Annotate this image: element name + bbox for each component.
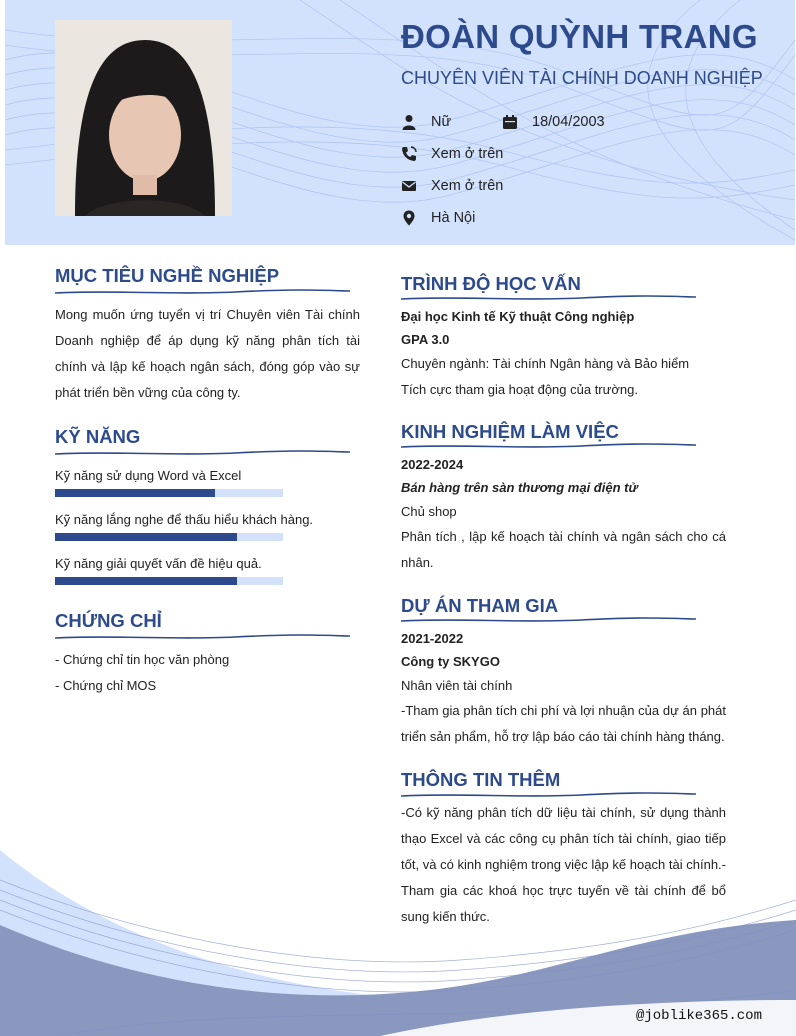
education-school: Đại học Kinh tế Kỹ thuật Công nghiệp bbox=[401, 309, 635, 324]
project-period: 2021-2022 bbox=[401, 631, 464, 646]
birthdate-row bbox=[502, 114, 605, 130]
education-underline bbox=[401, 294, 696, 302]
skill-bar bbox=[55, 533, 283, 541]
phone-value: Xem ở trên bbox=[431, 146, 504, 162]
address-value: Hà Nội bbox=[431, 210, 476, 226]
watermark: @joblike365.com bbox=[635, 1008, 762, 1024]
skill-bar-fill bbox=[55, 577, 237, 585]
phone-row bbox=[401, 146, 503, 162]
gender-value: Nữ bbox=[431, 114, 452, 130]
skills-heading: KỸ NĂNG bbox=[55, 426, 141, 447]
gender-row bbox=[401, 114, 451, 130]
additional-heading: THÔNG TIN THÊM bbox=[401, 769, 561, 790]
certificates-heading: CHỨNG CHỈ bbox=[55, 610, 162, 631]
objective-heading: MỤC TIÊU NGHỀ NGHIỆP bbox=[55, 265, 280, 286]
experience-underline bbox=[401, 442, 696, 450]
certificate-item: - Chứng chỉ tin học văn phòng bbox=[55, 652, 230, 667]
certificate-item: - Chứng chỉ MOS bbox=[55, 678, 157, 693]
additional-underline bbox=[401, 791, 696, 799]
job-title: CHUYÊN VIÊN TÀI CHÍNH DOANH NGHIỆP bbox=[401, 68, 763, 88]
project-description: -Tham gia phân tích chi phí và lợi nhuận của dự án phát triển sản phẩm, hỗ trợ lập báo cáo tài chính hàng tháng. bbox=[401, 703, 726, 744]
skill-label: Kỹ năng sử dụng Word và Excel bbox=[55, 468, 242, 483]
skill-bar bbox=[55, 577, 283, 585]
address-row bbox=[401, 210, 475, 226]
calendar-icon bbox=[502, 114, 518, 130]
person-icon bbox=[401, 114, 417, 130]
education-heading: TRÌNH ĐỘ HỌC VẤN bbox=[401, 273, 581, 294]
birthdate-value: 18/04/2003 bbox=[532, 114, 605, 130]
experience-description: Phân tích , lập kế hoạch tài chính và ngân sách cho cá nhân. bbox=[401, 529, 726, 570]
candidate-name: ĐOÀN QUỲNH TRANG bbox=[401, 18, 758, 55]
phone-icon bbox=[401, 146, 417, 162]
skill-bar bbox=[55, 489, 283, 497]
skill-label: Kỹ năng lắng nghe để thấu hiểu khách hàng. bbox=[55, 512, 314, 527]
experience-period: 2022-2024 bbox=[401, 457, 464, 472]
experience-position: Bán hàng trên sàn thương mại điện tử bbox=[401, 480, 638, 495]
education-major: Chuyên ngành: Tài chính Ngân hàng và Bảo hiểm bbox=[401, 356, 690, 371]
skill-label: Kỹ năng giải quyết vấn đề hiệu quả. bbox=[55, 556, 262, 571]
email-value: Xem ở trên bbox=[431, 178, 504, 194]
profile-photo bbox=[55, 20, 232, 216]
email-row bbox=[401, 178, 503, 194]
education-note: Tích cực tham gia hoạt động của trường. bbox=[401, 382, 638, 397]
envelope-icon bbox=[401, 178, 417, 194]
location-pin-icon bbox=[401, 210, 417, 226]
additional-text: -Có kỹ năng phân tích dữ liệu tài chính, sử dụng thành thạo Excel và các công cụ phân tích tài chính, giao tiếp tốt, và có kinh nghiệm trong việc lập kế hoạch tài chính.-Tham gia các khoá học trực tuyến về tài chính để bổ sung kiến thức. bbox=[401, 805, 726, 924]
objective-underline bbox=[55, 288, 350, 296]
project-role: Nhân viên tài chính bbox=[401, 678, 513, 693]
projects-heading: DỰ ÁN THAM GIA bbox=[401, 595, 559, 616]
experience-company: Chủ shop bbox=[401, 504, 457, 519]
experience-heading: KINH NGHIỆM LÀM VIỆC bbox=[401, 421, 619, 442]
projects-underline bbox=[401, 616, 696, 624]
objective-text: Mong muốn ứng tuyển vị trí Chuyên viên Tài chính Doanh nghiệp để áp dụng kỹ năng phân tích tài chính và lập kế hoạch ngân sách, đóng góp vào sự phát triển bền vững của công ty. bbox=[55, 307, 360, 400]
certificates-underline bbox=[55, 633, 350, 641]
skill-bar-fill bbox=[55, 533, 237, 541]
skills-underline bbox=[55, 449, 350, 457]
education-gpa: GPA 3.0 bbox=[401, 332, 450, 347]
project-company: Công ty SKYGO bbox=[401, 654, 500, 669]
skill-bar-fill bbox=[55, 489, 215, 497]
